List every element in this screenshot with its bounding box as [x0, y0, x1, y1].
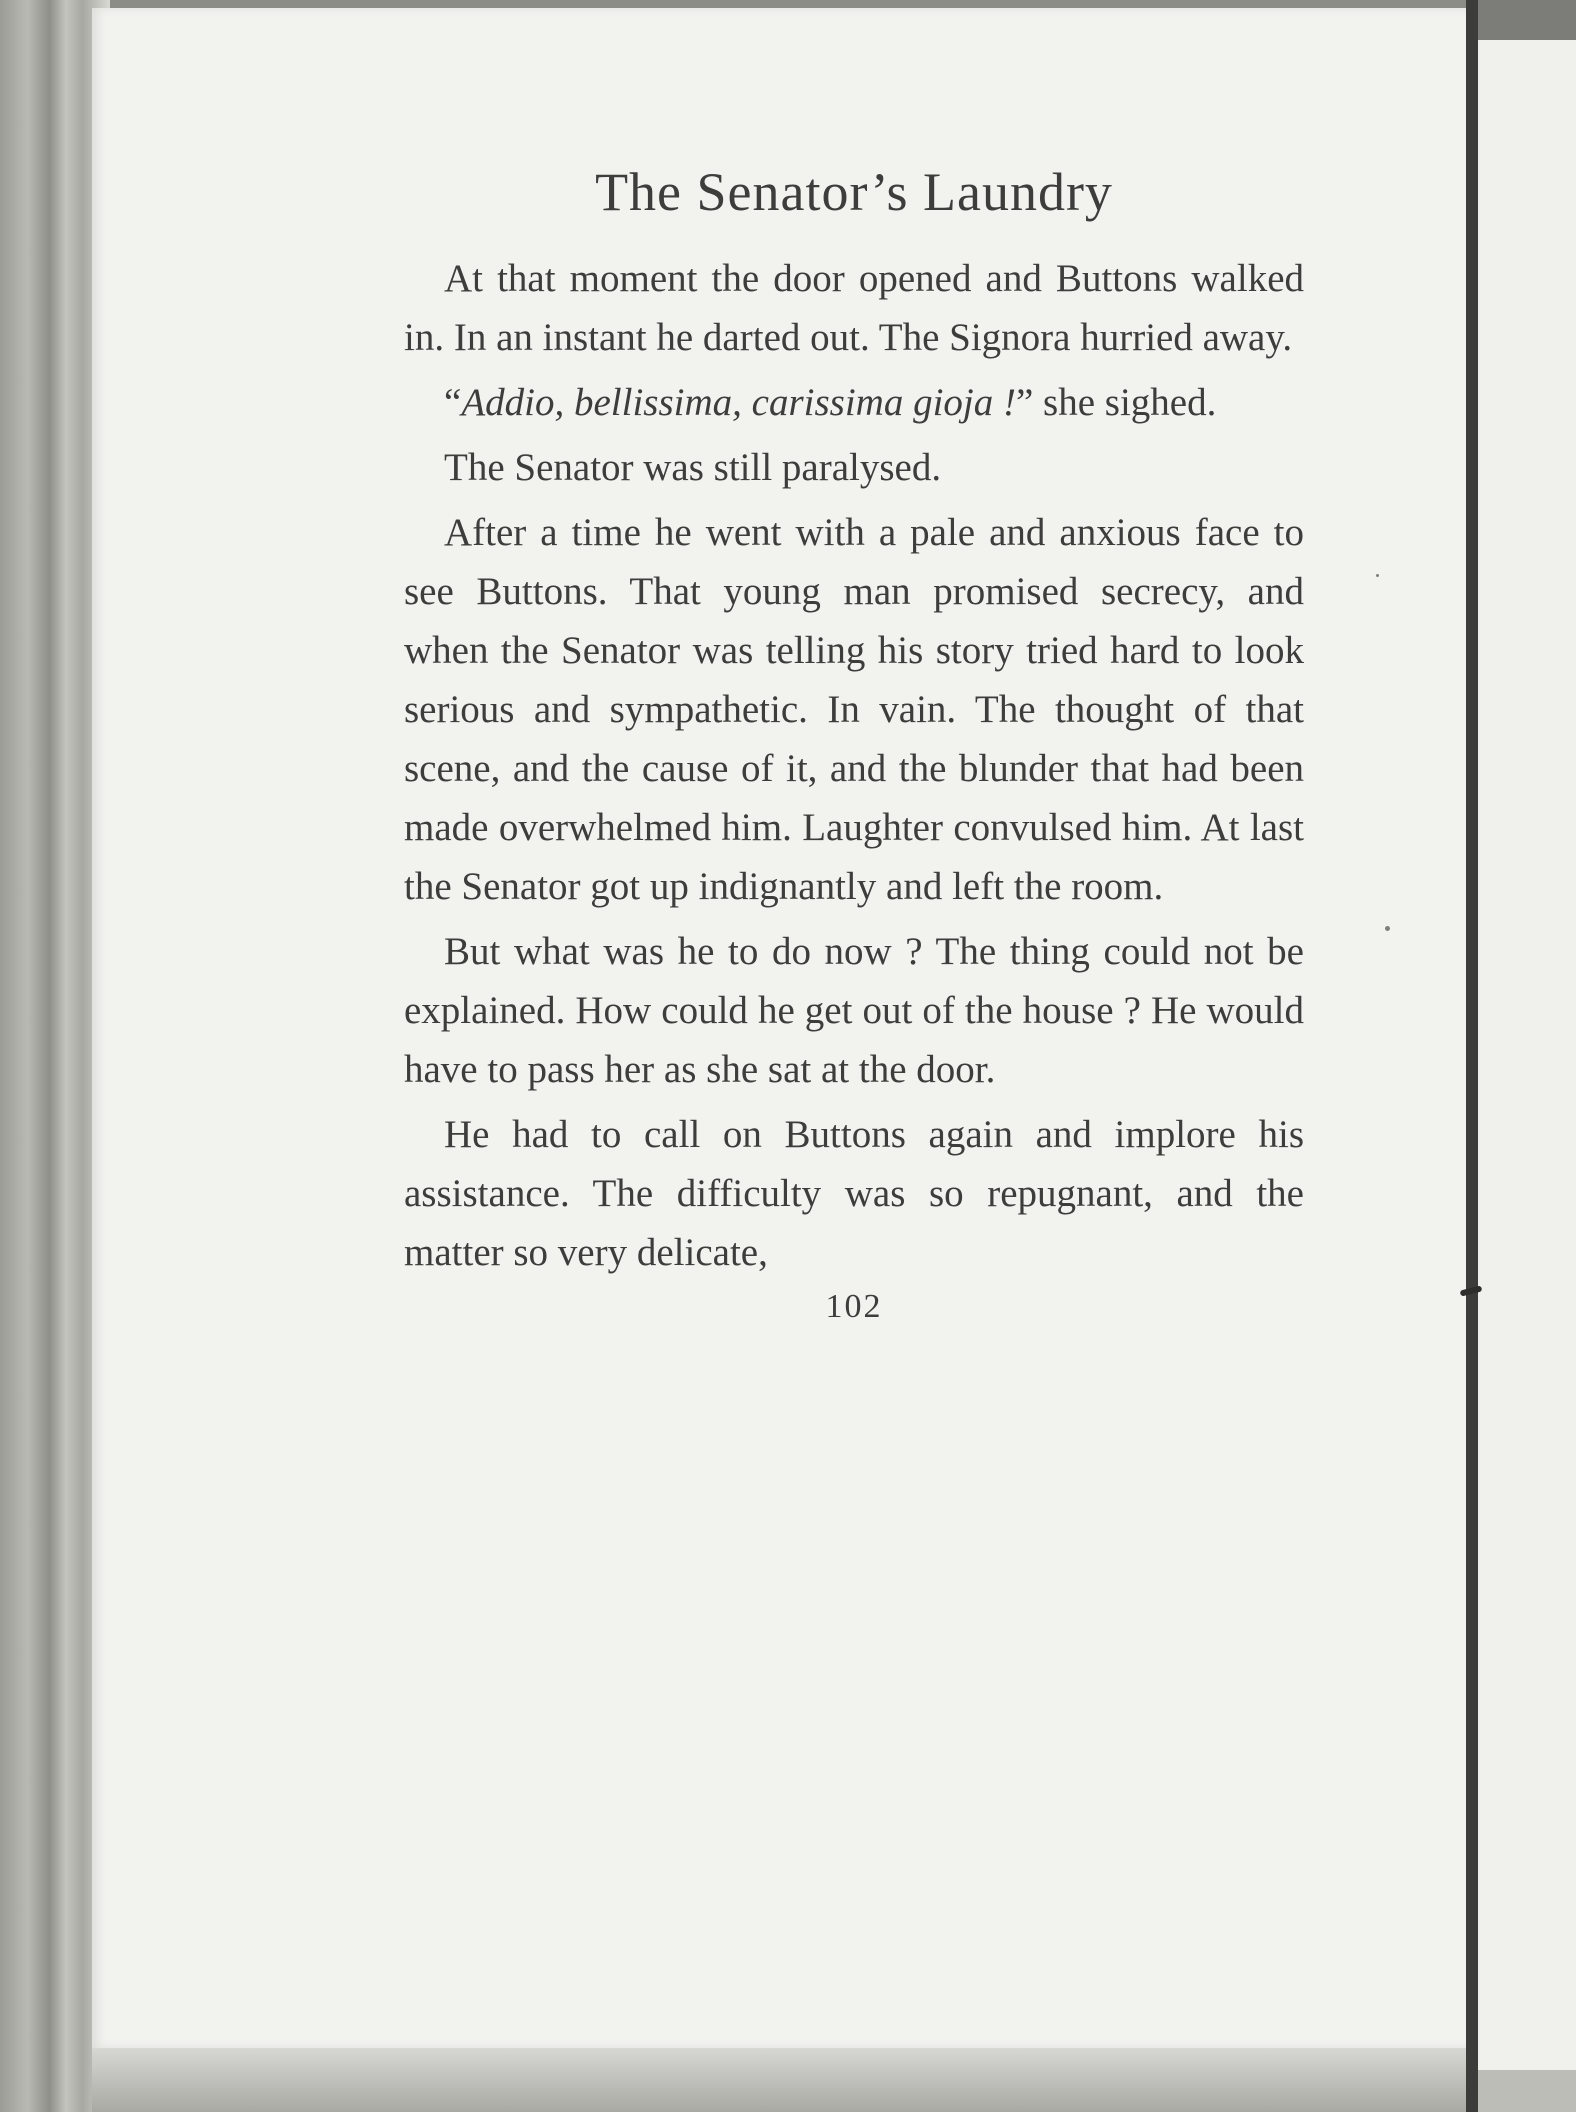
italian-quote: Addio, bellissima, carissima gioja ! — [461, 380, 1016, 424]
paragraph: But what was he to do now ? The thing could not be explained. How could he get out of the house ? He would have to pass her as she sat at the door. — [404, 929, 1304, 1091]
paragraph: At that moment the door opened and Buttons walked in. In an instant he darted out. The Signora hurried away. — [404, 256, 1304, 359]
paper-speck — [1385, 926, 1390, 931]
paragraph: He had to call on Buttons again and implore his assistance. The difficulty was so repugnant, and the matter so very delicate, — [404, 1112, 1304, 1274]
page-bottom-edge — [92, 2048, 1472, 2112]
paper-speck — [1376, 574, 1379, 577]
facing-page — [1478, 40, 1576, 2070]
facing-page-top-shadow — [1478, 0, 1576, 40]
book-gutter — [1466, 0, 1478, 2112]
paragraph: After a time he went with a pale and anxious face to see Buttons. That young man promised secrecy, and when the Senator was telling his story tried hard to look serious and sympathetic. In vain. The thought of that scene, and the cause of it, and the blunder that had been made overwhelmed him. Laughter convulsed him. At last the Senator got up indignantly and left the room. — [404, 510, 1304, 908]
quote-tail: she sighed. — [1033, 380, 1217, 424]
page-number: 102 — [825, 1287, 883, 1325]
page-text — [404, 160, 1304, 1326]
quote-open-mark: “ — [444, 380, 462, 424]
paragraph: The Senator was still paralysed. — [444, 445, 942, 489]
running-head: The Senator’s Laundry — [595, 162, 1113, 222]
quote-close-mark: ” — [1015, 380, 1034, 424]
paragraph-quote — [404, 373, 1304, 432]
